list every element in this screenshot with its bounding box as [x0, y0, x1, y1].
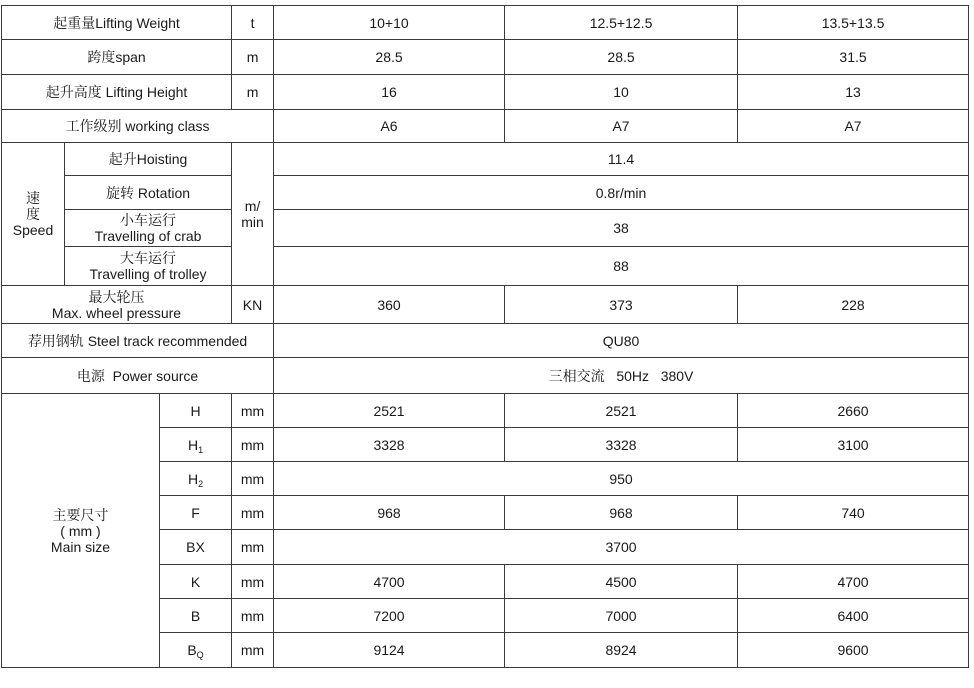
hoisting-label: 起升Hoisting — [65, 143, 232, 176]
main-size-label — [2, 394, 160, 668]
steel-track-value: QU80 — [274, 324, 969, 358]
steel-track-label: 荐用钢轨 Steel track recommended — [2, 324, 274, 358]
size-value: 9124 — [274, 633, 505, 668]
size-unit: mm — [232, 428, 274, 462]
wheel-pressure-label-en: Max. wheel pressure — [51, 304, 182, 321]
speed-unit-line2: min — [241, 214, 264, 230]
crab-label-cn: 小车运行 — [120, 212, 177, 228]
row-span — [2, 40, 969, 75]
size-unit: mm — [232, 530, 274, 565]
row-working-class — [2, 110, 969, 143]
wheel-pressure-label-cn: 最大轮压 — [88, 288, 145, 305]
row-size-h — [2, 394, 969, 428]
size-value: 968 — [274, 496, 505, 530]
size-unit: mm — [232, 599, 274, 633]
trolley-label-en: Travelling of trolley — [89, 266, 207, 282]
size-unit: mm — [232, 462, 274, 496]
speed-unit-line1: m/ — [244, 198, 261, 214]
span-value: 31.5 — [738, 40, 969, 75]
size-value: 3328 — [274, 428, 505, 462]
lifting-weight-unit: t — [232, 6, 274, 40]
main-size-label-en: Main size — [50, 538, 111, 555]
trolley-label — [65, 247, 232, 286]
span-label: 跨度span — [2, 40, 232, 75]
lifting-weight-value: 12.5+12.5 — [505, 6, 738, 40]
size-unit: mm — [232, 496, 274, 530]
row-lifting-height — [2, 75, 969, 110]
main-size-label-cn: 主要尺寸 — [52, 506, 109, 523]
size-symbol-bx: BX — [160, 530, 232, 565]
size-value: 8924 — [505, 633, 738, 668]
working-class-value: A7 — [505, 110, 738, 143]
size-value: 3328 — [505, 428, 738, 462]
size-symbol-h1-sub: 1 — [198, 444, 204, 455]
wheel-pressure-value: 360 — [274, 286, 505, 324]
size-value: 968 — [505, 496, 738, 530]
size-value: 4700 — [738, 565, 969, 599]
size-value: 9600 — [738, 633, 969, 668]
speed-cn-2: 度 — [26, 206, 40, 222]
size-symbol-b: B — [160, 599, 232, 633]
size-symbol-bq-sub: Q — [196, 650, 204, 660]
size-value: 4500 — [505, 565, 738, 599]
trolley-value: 88 — [274, 247, 969, 286]
row-trolley — [2, 247, 969, 286]
size-symbol-bq — [160, 633, 232, 668]
row-crab — [2, 210, 969, 247]
wheel-pressure-value: 228 — [738, 286, 969, 324]
size-symbol-h1-main: H — [187, 436, 199, 453]
size-value: 3700 — [274, 530, 969, 565]
crab-label — [65, 210, 232, 247]
speed-cn-1: 速 — [26, 190, 40, 206]
size-symbol-bq-main: B — [187, 642, 197, 658]
span-value: 28.5 — [505, 40, 738, 75]
row-hoisting — [2, 143, 969, 176]
span-value: 28.5 — [274, 40, 505, 75]
spec-table — [1, 5, 969, 668]
lifting-height-label: 起升高度 Lifting Height — [2, 75, 232, 110]
row-lifting-weight — [2, 6, 969, 40]
size-symbol-h2-main: H — [187, 470, 199, 487]
wheel-pressure-label — [2, 286, 232, 324]
speed-unit — [232, 143, 274, 286]
working-class-value: A7 — [738, 110, 969, 143]
crab-value: 38 — [274, 210, 969, 247]
row-steel-track — [2, 324, 969, 358]
wheel-pressure-value: 373 — [505, 286, 738, 324]
size-value: 950 — [274, 462, 969, 496]
wheel-pressure-unit: KN — [232, 286, 274, 324]
span-unit: m — [232, 40, 274, 75]
lifting-weight-value: 13.5+13.5 — [738, 6, 969, 40]
size-value: 2660 — [738, 394, 969, 428]
lifting-weight-label: 起重量Lifting Weight — [2, 6, 232, 40]
row-power-source — [2, 358, 969, 394]
power-source-value: 三相交流 50Hz 380V — [274, 358, 969, 394]
lifting-height-value: 10 — [505, 75, 738, 110]
size-value: 3100 — [738, 428, 969, 462]
speed-en: Speed — [12, 222, 54, 238]
main-size-label-unit: ( mm ) — [60, 522, 101, 539]
lifting-height-value: 13 — [738, 75, 969, 110]
size-value: 7200 — [274, 599, 505, 633]
size-value: 6400 — [738, 599, 969, 633]
size-symbol-h2-sub: 2 — [198, 478, 204, 489]
power-source-label: 电源 Power source — [2, 358, 274, 394]
size-symbol-h: H — [160, 394, 232, 428]
size-symbol-f: F — [160, 496, 232, 530]
rotation-label: 旋转 Rotation — [65, 176, 232, 210]
working-class-label: 工作级别 working class — [2, 110, 274, 143]
size-value: 7000 — [505, 599, 738, 633]
size-unit: mm — [232, 565, 274, 599]
crab-label-en: Travelling of crab — [94, 228, 202, 244]
size-value: 2521 — [505, 394, 738, 428]
size-symbol-k: K — [160, 565, 232, 599]
lifting-height-value: 16 — [274, 75, 505, 110]
rotation-value: 0.8r/min — [274, 176, 969, 210]
lifting-height-unit: m — [232, 75, 274, 110]
speed-group-label — [2, 143, 65, 286]
size-value: 2521 — [274, 394, 505, 428]
lifting-weight-value: 10+10 — [274, 6, 505, 40]
size-symbol-h1 — [160, 428, 232, 462]
size-unit: mm — [232, 633, 274, 668]
row-rotation — [2, 176, 969, 210]
size-unit: mm — [232, 394, 274, 428]
size-value: 740 — [738, 496, 969, 530]
size-symbol-h2 — [160, 462, 232, 496]
row-wheel-pressure — [2, 286, 969, 324]
trolley-label-cn: 大车运行 — [120, 250, 177, 266]
size-value: 4700 — [274, 565, 505, 599]
hoisting-value: 11.4 — [274, 143, 969, 176]
working-class-value: A6 — [274, 110, 505, 143]
